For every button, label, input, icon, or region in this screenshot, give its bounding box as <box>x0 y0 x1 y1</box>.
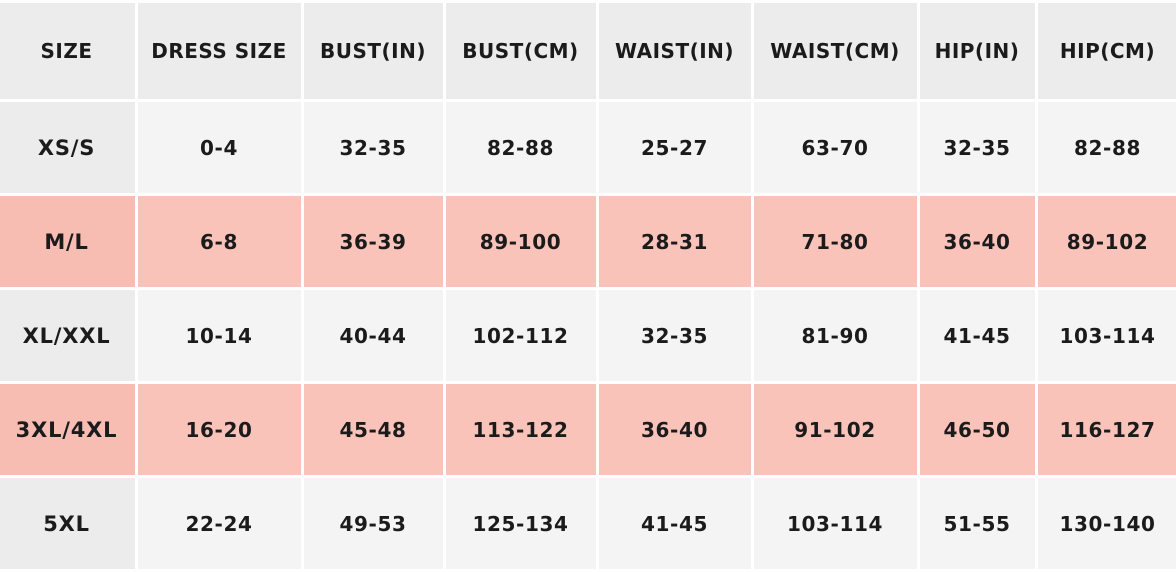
cell-waist-cm: 103-114 <box>754 478 917 569</box>
cell-bust-cm: 125-134 <box>446 478 596 569</box>
header-row <box>0 3 1176 99</box>
cell-hip-in: 36-40 <box>920 196 1035 287</box>
cell-waist-in: 36-40 <box>599 384 751 475</box>
column-header-bust-cm: BUST(CM) <box>446 3 596 99</box>
cell-hip-cm: 89-102 <box>1038 196 1176 287</box>
cell-waist-cm: 71-80 <box>754 196 917 287</box>
cell-hip-in: 41-45 <box>920 290 1035 381</box>
cell-hip-in: 32-35 <box>920 102 1035 193</box>
cell-hip-cm: 103-114 <box>1038 290 1176 381</box>
cell-dress-size: 6-8 <box>138 196 301 287</box>
column-header-size: SIZE <box>0 3 135 99</box>
table-row <box>0 102 1176 193</box>
cell-hip-cm: 116-127 <box>1038 384 1176 475</box>
column-header-waist-cm: WAIST(CM) <box>754 3 917 99</box>
row-size-label: 5XL <box>0 478 135 569</box>
cell-dress-size: 22-24 <box>138 478 301 569</box>
column-header-dress-size: DRESS SIZE <box>138 3 301 99</box>
cell-waist-in: 28-31 <box>599 196 751 287</box>
table-row <box>0 384 1176 475</box>
column-header-hip-in: HIP(IN) <box>920 3 1035 99</box>
table-body <box>0 102 1176 569</box>
cell-hip-in: 46-50 <box>920 384 1035 475</box>
cell-bust-cm: 89-100 <box>446 196 596 287</box>
cell-bust-in: 32-35 <box>304 102 443 193</box>
row-size-label: 3XL/4XL <box>0 384 135 475</box>
table-row <box>0 196 1176 287</box>
column-header-bust-in: BUST(IN) <box>304 3 443 99</box>
cell-bust-in: 36-39 <box>304 196 443 287</box>
cell-waist-cm: 81-90 <box>754 290 917 381</box>
cell-dress-size: 0-4 <box>138 102 301 193</box>
cell-bust-in: 45-48 <box>304 384 443 475</box>
row-size-label: M/L <box>0 196 135 287</box>
row-size-label: XL/XXL <box>0 290 135 381</box>
cell-bust-cm: 102-112 <box>446 290 596 381</box>
cell-bust-cm: 113-122 <box>446 384 596 475</box>
cell-dress-size: 10-14 <box>138 290 301 381</box>
row-size-label: XS/S <box>0 102 135 193</box>
cell-hip-in: 51-55 <box>920 478 1035 569</box>
cell-waist-cm: 63-70 <box>754 102 917 193</box>
cell-bust-cm: 82-88 <box>446 102 596 193</box>
cell-bust-in: 49-53 <box>304 478 443 569</box>
cell-hip-cm: 130-140 <box>1038 478 1176 569</box>
cell-waist-in: 41-45 <box>599 478 751 569</box>
cell-dress-size: 16-20 <box>138 384 301 475</box>
table-row <box>0 478 1176 569</box>
cell-waist-in: 25-27 <box>599 102 751 193</box>
cell-hip-cm: 82-88 <box>1038 102 1176 193</box>
column-header-waist-in: WAIST(IN) <box>599 3 751 99</box>
table-row <box>0 290 1176 381</box>
table-header <box>0 3 1176 99</box>
cell-bust-in: 40-44 <box>304 290 443 381</box>
cell-waist-cm: 91-102 <box>754 384 917 475</box>
cell-waist-in: 32-35 <box>599 290 751 381</box>
column-header-hip-cm: HIP(CM) <box>1038 3 1176 99</box>
